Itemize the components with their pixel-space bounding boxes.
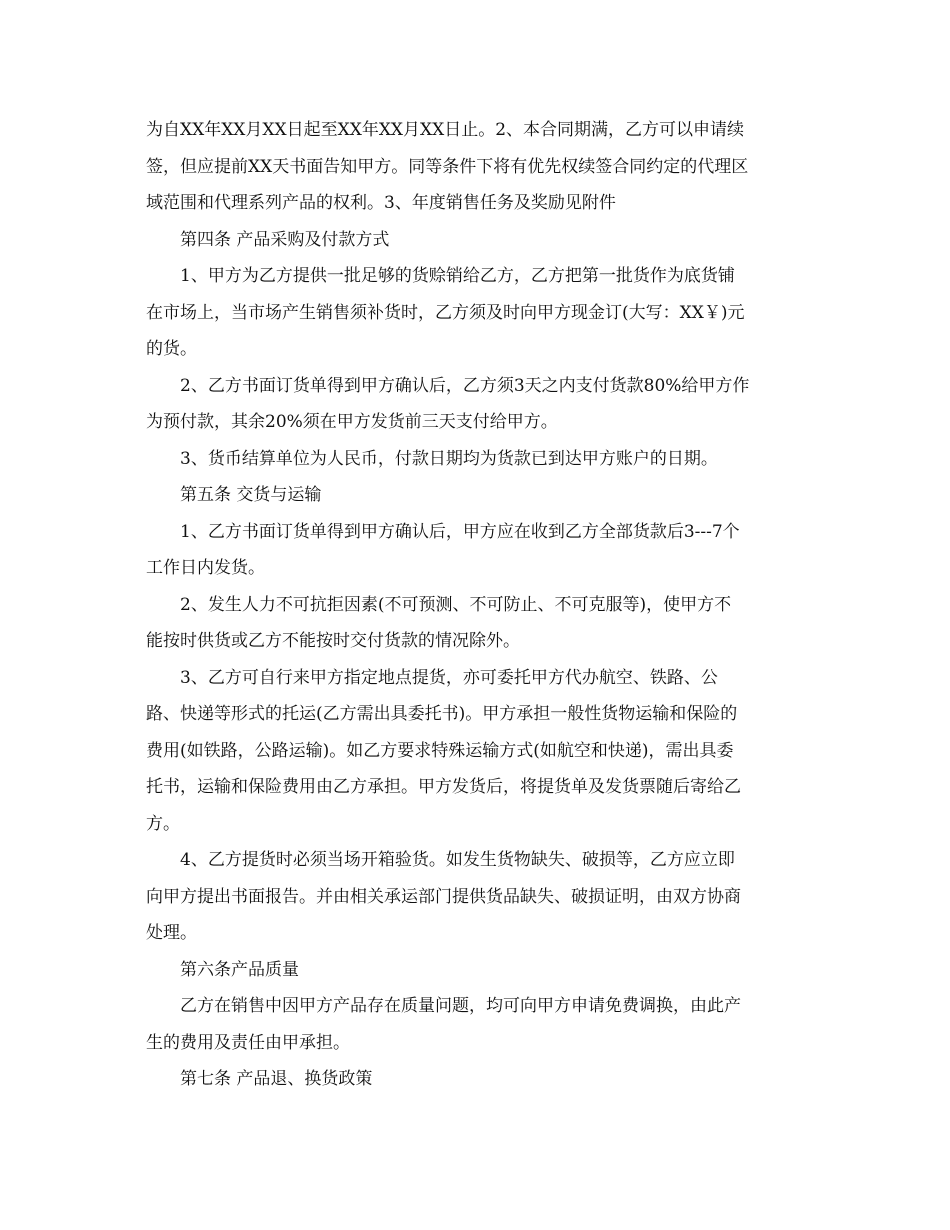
paragraph-article-4-item-3 — [146, 441, 816, 478]
section-heading-article-7 — [146, 1061, 816, 1098]
paragraph-article-4-item-2 — [146, 368, 816, 441]
paragraph-article-5-item-3 — [146, 660, 816, 843]
text-line: 3、货币结算单位为人民币，付款日期均为货款已到达甲方账户的日期。 — [180, 448, 718, 469]
heading-text: 第五条 交货与运输 — [180, 485, 322, 505]
heading-text: 第四条 产品采购及付款方式 — [180, 229, 390, 250]
text-line: 能按时供货或乙方不能按时交付货款的情况除外。 — [146, 631, 520, 651]
text-line: 在市场上，当市场产生销售须补货时，乙方须及时向甲方现金订(大写：XX￥)元 — [146, 302, 745, 323]
text-line: 2、发生人力不可抗拒因素(不可预测、不可防止、不可克服等)，使甲方不 — [180, 594, 732, 615]
paragraph-article-4-item-1 — [146, 258, 816, 368]
paragraph-article-5-item-1 — [146, 514, 816, 587]
document-body — [146, 112, 816, 1098]
text-line: 签，但应提前XX天书面告知甲方。同等条件下将有优先权续签合同约定的代理区 — [146, 156, 749, 177]
section-heading-article-4 — [146, 222, 816, 259]
text-line: 费用(如铁路，公路运输)。如乙方要求特殊运输方式(如航空和快递)，需出具委 — [146, 740, 734, 761]
heading-text: 第六条产品质量 — [180, 959, 299, 980]
heading-text: 第七条 产品退、换货政策 — [180, 1069, 373, 1089]
text-line: 方。 — [146, 813, 180, 834]
paragraph-article-5-item-4 — [146, 842, 816, 952]
paragraph-article-6-body — [146, 988, 816, 1061]
text-line: 工作日内发货。 — [146, 558, 265, 578]
text-line: 处理。 — [146, 923, 197, 943]
text-line: 1、乙方书面订货单得到甲方确认后，甲方应在收到乙方全部货款后3---7个 — [180, 521, 740, 542]
paragraph-article-5-item-2 — [146, 587, 816, 660]
text-line: 托书，运输和保险费用由乙方承担。甲方发货后，将提货单及发货票随后寄给乙 — [146, 777, 741, 797]
section-heading-article-6 — [146, 952, 816, 989]
paragraph-term-renewal — [146, 112, 816, 222]
text-line: 路、快递等形式的托运(乙方需出具委托书)。甲方承担一般性货物运输和保险的 — [146, 704, 738, 724]
text-line: 向甲方提出书面报告。并由相关承运部门提供货品缺失、破损证明，由双方协商 — [146, 886, 741, 907]
text-line: 2、乙方书面订货单得到甲方确认后，乙方须3天之内支付货款80%给甲方作 — [180, 375, 750, 396]
text-line: 生的费用及责任由甲承担。 — [146, 1032, 350, 1053]
section-heading-article-5 — [146, 477, 816, 514]
text-line: 为预付款，其余20%须在甲方发货前三天支付给甲方。 — [146, 412, 558, 432]
text-line: 乙方在销售中因甲方产品存在质量问题，均可向甲方申请免费调换，由此产 — [180, 996, 741, 1016]
text-line: 为自XX年XX月XX日起至XX年XX月XX日止。2、本合同期满，乙方可以申请续 — [146, 120, 745, 140]
text-line: 1、甲方为乙方提供一批足够的货赊销给乙方，乙方把第一批货作为底货铺 — [180, 266, 735, 286]
text-line: 的货。 — [146, 339, 197, 359]
text-line: 4、乙方提货时必须当场开箱验货。如发生货物缺失、破损等，乙方应立即 — [180, 850, 735, 870]
text-line: 域范围和代理系列产品的权利。3、年度销售任务及奖励见附件 — [146, 193, 616, 213]
text-line: 3、乙方可自行来甲方指定地点提货，亦可委托甲方代办航空、铁路、公 — [180, 667, 718, 688]
